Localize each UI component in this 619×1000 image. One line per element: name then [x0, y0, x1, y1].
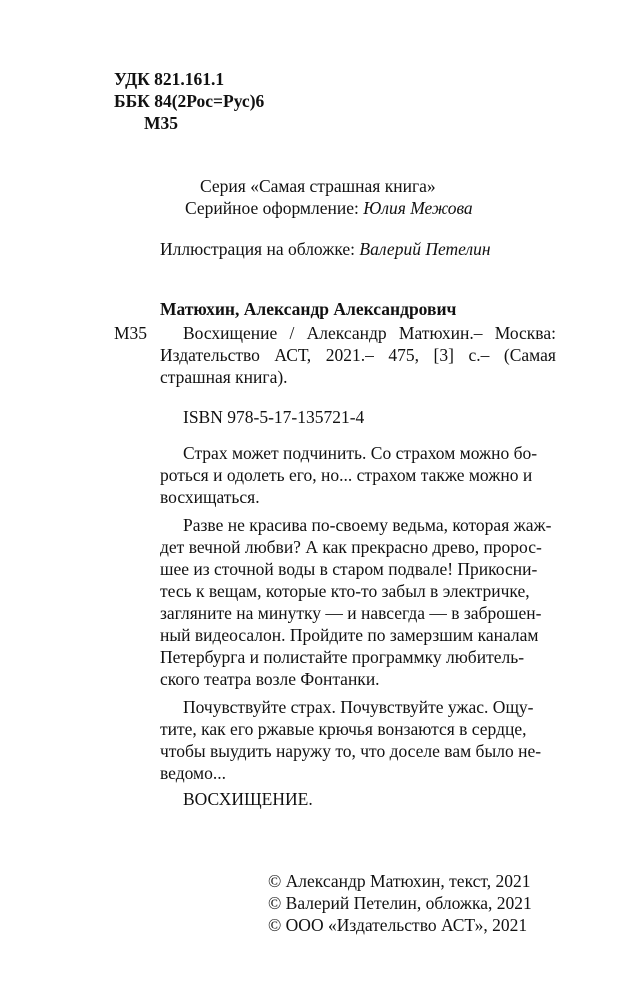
record-word: [3]: [433, 345, 454, 365]
record-word: /: [289, 323, 295, 343]
record-word: Матюхин.–: [398, 323, 483, 343]
annotation-line: тесь к вещам, которые кто-то забыл в электричке,: [160, 581, 530, 601]
annotation-line: ный видеосалон. Пройдите по замерзшим каналам: [160, 625, 539, 645]
annotation-line: Разве не красива по-своему ведьма, которая жаж-: [183, 515, 552, 535]
record-word: Восхищение: [183, 323, 278, 343]
annotation-line: Почувствуйте страх. Почувствуйте ужас. Ощу-: [183, 697, 534, 717]
annotation-line: роться и одолеть его, но... страхом также можно и: [160, 465, 533, 485]
annotation-line: тите, как его ржавые крючья вонзаются в сердце,: [160, 719, 527, 739]
record-mark: М35: [114, 323, 148, 343]
annotation-line: ведомо...: [160, 763, 226, 783]
copyright-line: © ООО «Издательство АСТ», 2021: [268, 915, 528, 935]
annotation-line: шее из сточной воды в старом подвале! Прикосни-: [160, 559, 538, 579]
series-line: Серия «Самая страшная книга»: [200, 176, 436, 196]
bbk-code: ББК 84(2Рос=Рус)6: [114, 91, 265, 111]
illustration-label: Иллюстрация на обложке:: [160, 239, 356, 259]
annotation-line: загляните на минутку — и навсегда — в заброшен-: [160, 603, 542, 623]
series-design-label: Серийное оформление:: [185, 198, 359, 218]
record-word: с.–: [468, 345, 490, 365]
annotation-closing: ВОСХИЩЕНИЕ.: [183, 789, 313, 809]
record-word: Москва:: [494, 323, 556, 343]
record-word: (Самая: [503, 345, 556, 365]
record-line-1: [183, 322, 556, 344]
series-design-name: Юлия Межова: [363, 198, 473, 218]
isbn: ISBN 978-5-17-135721-4: [183, 407, 365, 427]
annotation-line: Страх может подчинить. Со страхом можно бо-: [183, 443, 538, 463]
record-line-3: страшная книга).: [160, 367, 288, 387]
record-word: АСТ,: [274, 345, 312, 365]
annotation-line: восхищаться.: [160, 487, 260, 507]
copyright-line: © Валерий Петелин, обложка, 2021: [268, 893, 532, 913]
record-word: 2021.–: [325, 345, 374, 365]
series-design: [185, 197, 473, 219]
illustration-credit: [160, 238, 491, 260]
record-word: Издательство: [160, 345, 260, 365]
record-word: 475,: [388, 345, 419, 365]
udk-code: УДК 821.161.1: [114, 69, 225, 89]
annotation-line: дет вечной любви? А как прекрасно древо, пророс-: [160, 537, 542, 557]
annotation-line: ского театра возле Фонтанки.: [160, 669, 380, 689]
author-mark: М35: [144, 113, 179, 133]
annotation-line: чтобы выудить наружу то, что доселе вам было не-: [160, 741, 542, 761]
record-author: Матюхин, Александр Александрович: [160, 299, 457, 319]
illustration-name: Валерий Петелин: [359, 239, 491, 259]
record-line-2: [160, 344, 556, 366]
record-word: Александр: [306, 323, 387, 343]
annotation-line: Петербурга и полистайте программку любитель-: [160, 647, 525, 667]
copyright-line: © Александр Матюхин, текст, 2021: [268, 871, 531, 891]
